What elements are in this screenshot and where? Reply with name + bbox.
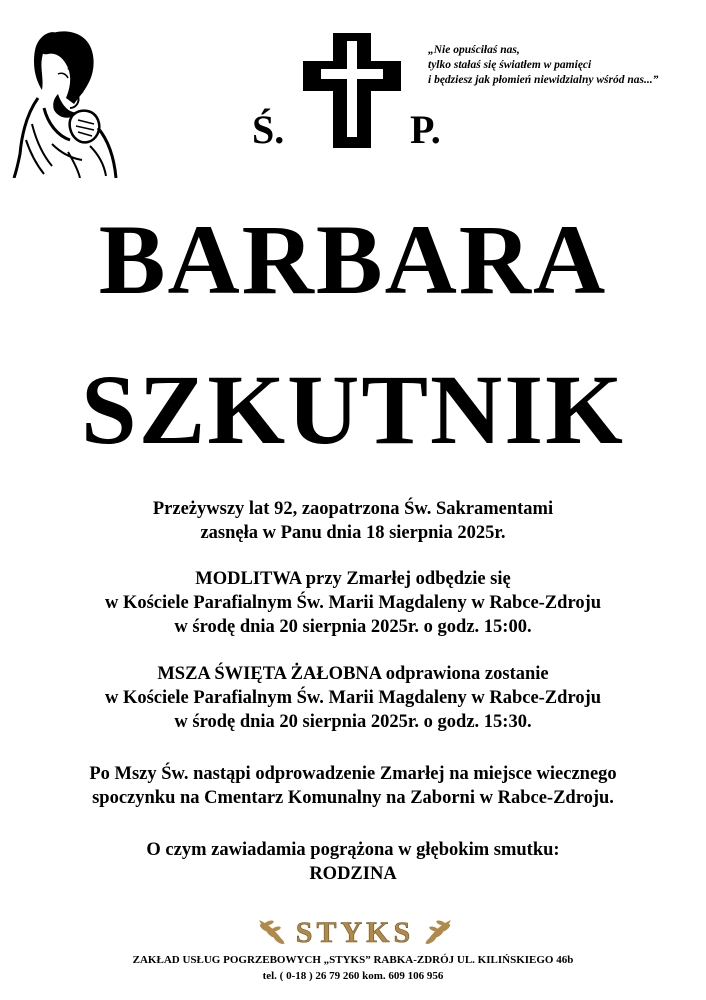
paragraph-line: w Kościele Parafialnym Św. Marii Magdaleny w Rabce-Zdroju [104,688,602,708]
styks-logo-text: STYKS [295,916,415,949]
paragraph-line: O czym zawiadamia pogrążona w głębokim smutku: [146,840,560,860]
paragraph-line: MSZA ŚWIĘTA ŻAŁOBNA odprawiona zostanie [157,664,549,684]
deceased-last-name: SZKUTNIK [81,354,625,465]
quote-line: i będziesz jak płomień niewidzialny wśród nas...” [428,74,659,86]
paragraph-line: Przeżywszy lat 92, zaopatrzona Św. Sakramentami [152,499,554,519]
paragraph-line: MODLITWA przy Zmarłej odbędzie się [195,569,511,589]
age-and-death-paragraph [0,497,706,545]
burial-paragraph [0,762,706,810]
paragraph-line: spoczynku na Cmentarz Komunalny na Zaborni w Rabce-Zdroju. [92,788,614,808]
styks-logo [255,910,455,952]
paragraph-line: w środę dnia 20 sierpnia 2025r. o godz. 15:30. [174,712,532,732]
deceased-first-name: BARBARA [98,204,608,315]
family-notice-paragraph [0,838,706,886]
quote-line: tylko stałaś się światłem w pamięci [428,59,592,71]
funeral-mass-paragraph [0,662,706,734]
funeral-home-phone: tel. ( 0-18 ) 26 79 260 kom. 609 106 956 [262,970,444,982]
funeral-home-address: ZAKŁAD USŁUG POGRZEBOWYCH „STYKS” RABKA-ZDRÓJ UL. KILIŃSKIEGO 46b [132,954,574,966]
prayer-paragraph [0,567,706,639]
paragraph-line: Po Mszy Św. nastąpi odprowadzenie Zmarłej na miejsce wiecznego [89,764,617,784]
paragraph-line: zasnęła w Panu dnia 18 sierpnia 2025r. [200,523,506,543]
cross-icon [303,33,401,148]
praying-figure-icon [8,28,123,178]
sp-left-letter: Ś. [252,107,285,152]
paragraph-line: w Kościele Parafialnym Św. Marii Magdaleny w Rabce-Zdroju [104,593,602,613]
quote-line: „Nie opuściłaś nas, [428,44,520,56]
sp-right-letter: P. [410,107,441,152]
family-signature: RODZINA [309,864,397,884]
paragraph-line: w środę dnia 20 sierpnia 2025r. o godz. 15:00. [174,617,532,637]
memorial-quote [428,43,658,88]
